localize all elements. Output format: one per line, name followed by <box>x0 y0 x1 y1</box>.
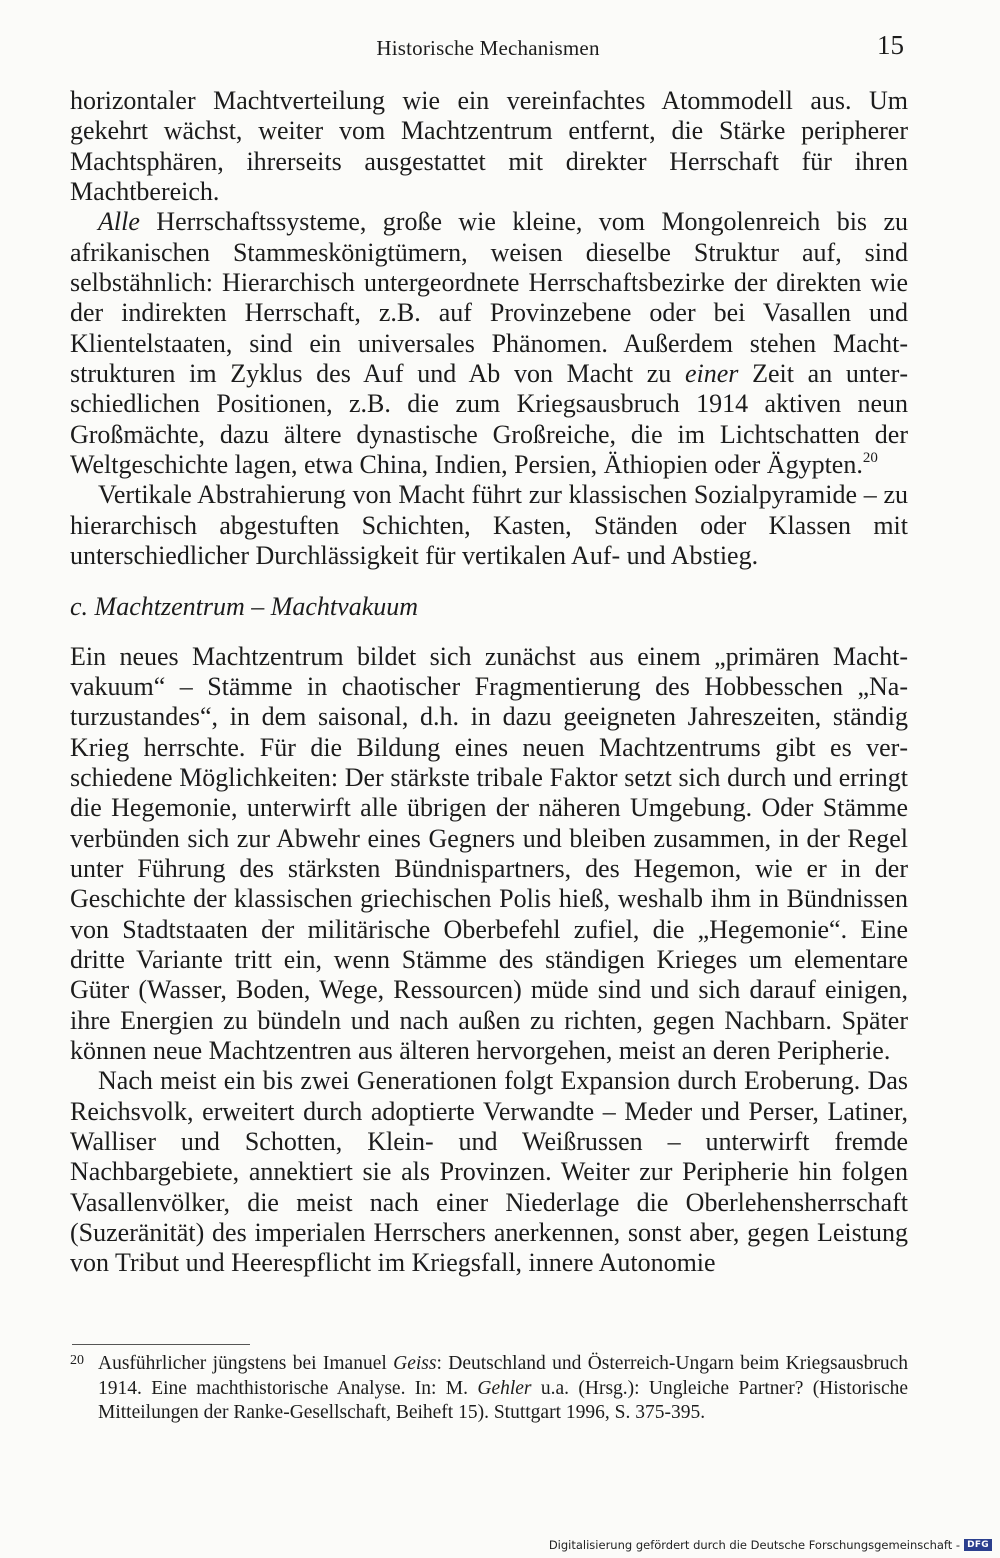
paragraph-2-text-end: Zeit an unterschiedlichen Positionen, z.B. die zum Kriegsausbruch 1914 aktiven neun Großmächte, dazu ältere dynastische Großreiche, die im Lichtschatten der Weltgeschichte lagen, etwa China, Indien, Persien, Äthiopien oder Ägypten. <box>70 359 908 480</box>
main-text <box>70 86 908 1279</box>
emphasis-alle: Alle <box>98 207 140 237</box>
footnote-divider <box>72 1344 250 1345</box>
page-header <box>72 30 904 64</box>
paragraph-2 <box>70 207 908 480</box>
dfg-logo: DFG <box>964 1539 992 1551</box>
section-heading: c. Machtzentrum – Machtvakuum <box>70 591 419 621</box>
paragraph-1-line: Machtbereich. <box>70 177 220 207</box>
paragraph-5: Nach meist ein bis zwei Generationen folgt Expansion durch Eroberung. Das Reichsvolk, erweitert durch adoptierte Verwandte – Meder und Perser, Latiner, Walliser und Schotten, Klein- und Weißrussen – unterwirft fremde Nachbargebiete, annektiert sie als Provinzen. Weiter zur Peripherie hin folgen Vasallenvölker, die meist nach einer Niederlage die Oberlehensherrschaft (Suzeränität) des imperialen Herrschers anerkennen, sonst aber, gegen Leistung von Tribut und Heerespflicht im Kriegsfall, innere Autonomie <box>70 1066 908 1278</box>
footnote-text: : Deutschland und Österreich-Ungarn beim Kriegsausbruch 1914. Eine machthistorische Analyse. In: M. <box>98 1353 908 1399</box>
digitization-credit <box>549 1538 992 1552</box>
footnote-author: Geiss <box>393 1353 437 1374</box>
running-title: Historische Mechanismen <box>376 36 600 60</box>
paragraph-4: Ein neues Machtzentrum bildet sich zunächst aus einem „primären Machtvakuum“ – Stämme in chaotischer Fragmentierung des Hobbesschen „Naturzustandes“, in dem saisonal, d.h. in dazu geeigneten Jahreszeiten, ständig Krieg herrschte. Für die Bildung eines neuen Machtzentrums gibt es verschiedene Möglichkeiten: Der stärkste tribale Faktor setzt sich durch und erringt die Hegemonie, unterwirft alle übrigen der näheren Umgebung. Oder Stämme verbünden sich zur Abwehr eines Gegners und bleiben zusammen, in der Regel unter Führung des stärksten Bündnispartners, des Hegemon, wie er in der Geschichte der klassischen griechischen Polis hieß, weshalb ihm in Bündnissen von Stadtstaaten der militärische Oberbefehl zufiel, die „Hegemonie“. Eine dritte Variante tritt ein, wenn Stämme des ständigen Krieges um elementare Güter (Wasser, Boden, Wege, Ressourcen) müde sind und sich darauf einigen, ihre Energien zu bündeln und nach außen zu richten, gegen Nachbarn. Später können neue Machtzentren aus älteren hervorgehen, meist an deren Peripherie. <box>70 641 908 1065</box>
credit-text: Digitalisierung gefördert durch die Deutsche Forschungsgemeinschaft - <box>548 1538 961 1552</box>
paragraph-1-line: horizontaler Machtverteilung wie ein vereinfachtes Atommodell aus. Um <box>70 86 908 115</box>
footnote-reference: 20 <box>862 450 878 467</box>
paragraph-3: Vertikale Abstrahierung von Macht führt zur klassischen Sozialpyramide – zu hierarchisch abgestuften Schichten, Kasten, Ständen oder Klassen mit unterschiedlicher Durchlässigkeit für vertikalen Auf- und Abstieg. <box>70 480 908 571</box>
paragraph-1-line: Machtsphären, ihrerseits ausgestattet mit direkter Herrschaft für ihren <box>70 146 908 176</box>
paragraph-2-text: Herrschaftssysteme, große wie kleine, vom Mongolenreich bis zu afrikanischen Stammeskönigtümern, weisen dieselbe Struktur auf, sind selbstähnlich: Hierarchisch untergeordnete Herrschaftsbezirke der direkten wie der indirekten Herrschaft, z.B. auf Provinzebene oder bei Vasallen und Klientelstaaten, sind ein universales Phänomen. Außerdem stehen Machtstrukturen im Zyklus des Auf und Ab von Macht zu <box>70 207 908 389</box>
paragraph-1-line: gekehrt wächst, weiter vom Machtzentrum entfernt, die Stärke peripherer <box>70 116 908 146</box>
footnote-author: Gehler <box>477 1377 532 1399</box>
page-number: 15 <box>877 30 904 60</box>
footnote-text: u.a. (Hrsg.): Ungleiche Partner? (Historische Mitteilungen der Ranke-Gesellschaft, Beiheft 15). Stuttgart 1996, S. 375-395. <box>98 1377 909 1424</box>
paragraph-1 <box>70 86 908 207</box>
footnote-text: Ausführlicher jüngstens bei Imanuel <box>98 1353 394 1374</box>
emphasis-einer: einer <box>684 359 739 389</box>
footnote: 20 Ausführlicher jüngstens bei Imanuel Geiss: Deutschland und Österreich-Ungarn beim Kriegsausbruch 1914. Eine machthistorische Analyse. In: M. Gehler u.a. (Hrsg.): Ungleiche Partner? (Historische Mitteilungen der Ranke-Gesellschaft, Beiheft 15). Stuttgart 1996, S. 375-395. <box>70 1353 909 1424</box>
footnotes <box>70 1352 908 1426</box>
